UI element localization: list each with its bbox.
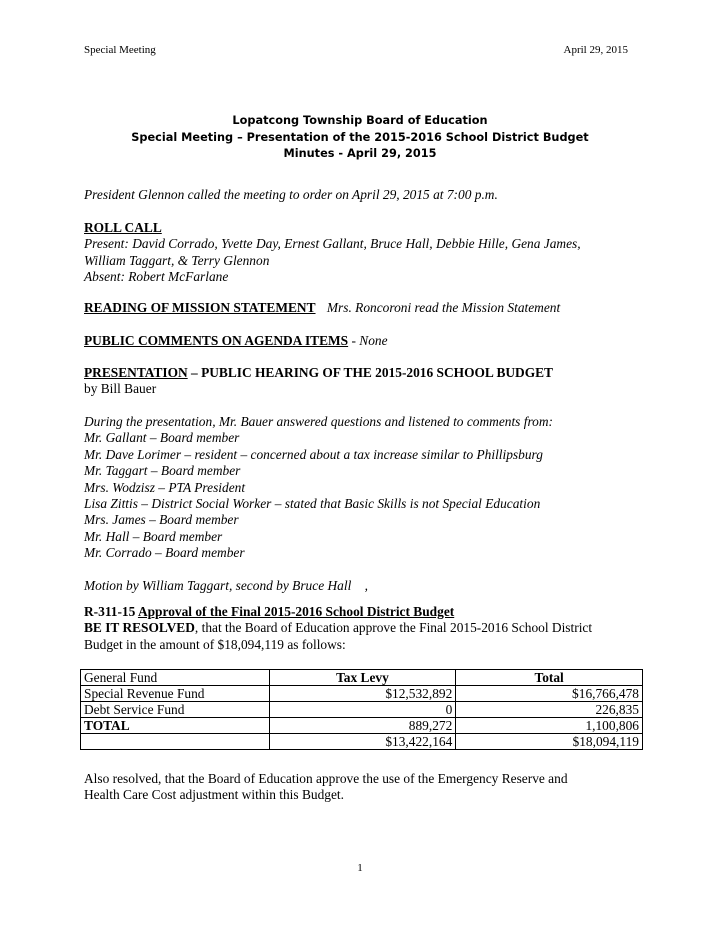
- table-cell: $16,766,478: [456, 686, 643, 702]
- roll-call-heading: ROLL CALL: [84, 220, 162, 235]
- table-row: [81, 734, 643, 750]
- absent-line: Absent: Robert McFarlane: [84, 269, 229, 285]
- also-resolved-line-1: Also resolved, that the Board of Education approve the use of the Emergency Reserve and: [84, 771, 568, 786]
- mission-heading: READING OF MISSION STATEMENT: [84, 300, 316, 315]
- mission-text: Mrs. Roncoroni read the Mission Statement: [326, 300, 561, 315]
- table-cell: Debt Service Fund: [81, 702, 270, 718]
- presentation-section: [84, 365, 644, 398]
- mission-section: [84, 300, 644, 316]
- public-comments-separator: -: [348, 333, 360, 348]
- table-header-row: [81, 670, 643, 686]
- title-line-3: Minutes - April 29, 2015: [283, 147, 437, 160]
- table-row: [81, 702, 643, 718]
- table-cell: 226,835: [456, 702, 643, 718]
- title-line-1: Lopatcong Township Board of Education: [232, 114, 488, 127]
- page-number: 1: [357, 862, 363, 874]
- resolution-text-1: , that the Board of Education approve the Final 2015-2016 School District: [194, 620, 593, 636]
- table-cell: $18,094,119: [456, 734, 643, 750]
- be-it-resolved: BE IT RESOLVED: [84, 620, 195, 636]
- document-title: [0, 113, 720, 163]
- public-comments-heading: PUBLIC COMMENTS ON AGENDA ITEMS: [84, 333, 349, 348]
- presentation-heading: PRESENTATION: [84, 365, 188, 380]
- present-line-1: Present: David Corrado, Yvette Day, Ernest Gallant, Bruce Hall, Debbie Hille, Gena James,: [84, 236, 581, 252]
- call-to-order: President Glennon called the meeting to order on April 29, 2015 at 7:00 p.m.: [84, 187, 498, 202]
- table-header-cell: General Fund: [81, 670, 270, 686]
- commenter-item: Mr. Taggart – Board member: [84, 463, 241, 479]
- title-line-2: Special Meeting – Presentation of the 2015-2016 School District Budget: [131, 130, 589, 144]
- table-cell: Special Revenue Fund: [81, 686, 270, 702]
- present-line-2: William Taggart, & Terry Glennon: [84, 252, 270, 268]
- header-left: Special Meeting: [84, 44, 156, 56]
- budget-table: [80, 669, 643, 750]
- table-cell: 0: [269, 702, 456, 718]
- public-comments-section: [84, 333, 644, 349]
- commenter-item: Mr. Corrado – Board member: [84, 545, 245, 561]
- table-row: [81, 686, 643, 702]
- commenters-intro: During the presentation, Mr. Bauer answered questions and listened to comments from:: [84, 414, 553, 429]
- table-row: [81, 718, 643, 734]
- resolution-text-2: Budget in the amount of $18,094,119 as follows:: [84, 636, 346, 652]
- roll-call-section: [84, 220, 644, 286]
- commenter-item: Mr. Gallant – Board member: [84, 430, 240, 446]
- public-comments-text: None: [359, 333, 388, 348]
- table-cell: 1,100,806: [456, 718, 643, 734]
- commenter-item: Mrs. Wodzisz – PTA President: [84, 479, 246, 495]
- commenter-item: Mrs. James – Board member: [84, 512, 239, 528]
- table-cell: [81, 734, 270, 750]
- table-cell: TOTAL: [81, 718, 270, 734]
- table-cell: 889,272: [269, 718, 456, 734]
- also-resolved-line-2: Health Care Cost adjustment within this Budget.: [84, 787, 344, 803]
- table-header-cell: Tax Levy: [269, 670, 456, 686]
- commenter-item: Mr. Hall – Board member: [84, 528, 223, 544]
- also-resolved-section: [84, 771, 644, 804]
- presentation-subheading: – PUBLIC HEARING OF THE 2015-2016 SCHOOL BUDGET: [187, 365, 553, 380]
- commenter-item: Mr. Dave Lorimer – resident – concerned about a tax increase similar to Phillipsburg: [84, 446, 543, 462]
- header-right: April 29, 2015: [563, 44, 628, 56]
- commenters-section: [84, 414, 644, 562]
- table-cell: $12,532,892: [269, 686, 456, 702]
- resolution-title: Approval of the Final 2015-2016 School District Budget: [137, 604, 455, 619]
- presentation-by: by Bill Bauer: [84, 381, 157, 397]
- motion-line: Motion by William Taggart, second by Bruce Hall ,: [84, 578, 369, 593]
- resolution-number: R-311-15: [84, 604, 138, 619]
- table-header-cell: Total: [456, 670, 643, 686]
- resolution-section: [84, 604, 644, 653]
- table-cell: $13,422,164: [269, 734, 456, 750]
- commenter-item: Lisa Zittis – District Social Worker – stated that Basic Skills is not Special Education: [84, 496, 541, 512]
